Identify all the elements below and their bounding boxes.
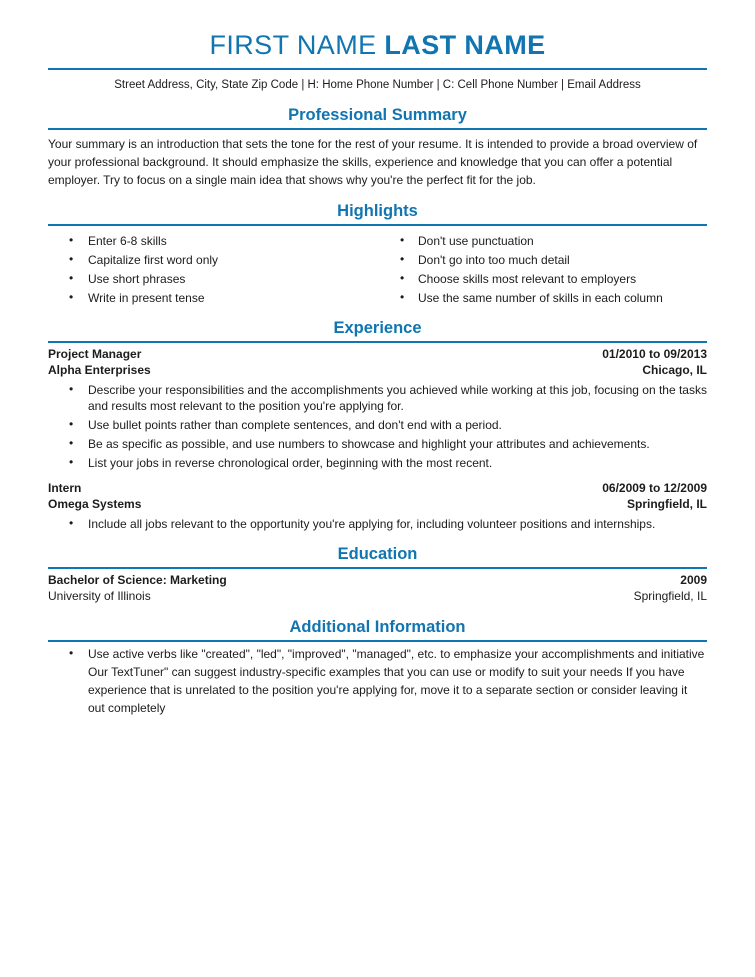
- section-rule: [48, 567, 707, 569]
- job-bullet-list: [48, 516, 707, 532]
- section-rule: [48, 128, 707, 130]
- page-title: [48, 30, 707, 60]
- section-title-additional: Additional Information: [289, 617, 466, 636]
- job-role: Project Manager: [48, 347, 142, 362]
- job-company-row: [48, 497, 707, 513]
- section-title-summary: Professional Summary: [288, 106, 467, 125]
- section-title-experience: Experience: [333, 319, 422, 338]
- section-experience-header: [48, 319, 707, 343]
- contact-line: Street Address, City, State Zip Code | H: Home Phone Number | C: Cell Phone Number | Email Address: [114, 79, 641, 92]
- last-name: LAST NAME: [384, 30, 546, 60]
- highlight-item: • Don't go into too much detail: [400, 252, 707, 268]
- education-degree-row: [48, 573, 707, 589]
- highlights-left-list: [48, 233, 400, 306]
- highlight-item: • Enter 6-8 skills: [48, 233, 400, 249]
- job-company-row: [48, 363, 707, 379]
- education-year: 2009: [680, 573, 707, 588]
- highlight-item: • Write in present tense: [48, 290, 400, 306]
- job-company: Alpha Enterprises: [48, 363, 151, 378]
- job-dates: 01/2010 to 09/2013: [602, 347, 707, 362]
- job-location: Springfield, IL: [627, 497, 707, 512]
- job-role: Intern: [48, 481, 82, 496]
- section-title-education: Education: [337, 545, 418, 564]
- job-bullet: • Include all jobs relevant to the opportunity you're applying for, including volunteer positions and internships.: [48, 516, 707, 532]
- section-summary-header: [48, 106, 707, 130]
- highlight-item: • Choose skills most relevant to employers: [400, 271, 707, 287]
- job-location: Chicago, IL: [642, 363, 707, 378]
- education-entry: [48, 573, 707, 605]
- section-additional-header: [48, 618, 707, 642]
- job-title-row: [48, 481, 707, 497]
- additional-list: [48, 645, 707, 718]
- education-school-row: [48, 589, 707, 605]
- highlight-item: • Don't use punctuation: [400, 233, 707, 249]
- summary-paragraph: Your summary is an introduction that sets the tone for the rest of your resume. It is intended to provide a broad overview of your professional background. It should emphasize the skills, experience and knowledge that you can offer a potential employer. Try to focus on a single main idea that shows why you're the perfect fit for the job.: [48, 137, 698, 188]
- job-bullet: • Describe your responsibilities and the accomplishments you achieved while working at this job, focusing on the tasks and results most relevant to the position you're applying for.: [48, 382, 707, 414]
- first-name: FIRST NAME: [209, 30, 377, 60]
- job-bullet-list: [48, 382, 707, 471]
- highlights-right-column: [400, 230, 707, 306]
- job-company: Omega Systems: [48, 497, 142, 512]
- highlight-item: • Capitalize first word only: [48, 252, 400, 268]
- section-rule: [48, 224, 707, 226]
- header-divider: [48, 68, 707, 70]
- section-rule: [48, 341, 707, 343]
- job-entry: [48, 481, 707, 532]
- job-dates: 06/2009 to 12/2009: [602, 481, 707, 496]
- job-bullet: • Use bullet points rather than complete sentences, and don't end with a period.: [48, 417, 707, 433]
- section-rule: [48, 640, 707, 642]
- section-highlights-header: [48, 202, 707, 226]
- highlight-item: • Use short phrases: [48, 271, 400, 287]
- section-title-highlights: Highlights: [337, 202, 418, 221]
- education-degree: Bachelor of Science: Marketing: [48, 573, 227, 588]
- highlight-item: • Use the same number of skills in each column: [400, 290, 707, 306]
- highlights-columns: [48, 230, 707, 306]
- education-location: Springfield, IL: [633, 588, 707, 603]
- additional-bullet: • Use active verbs like "created", "led", "improved", "managed", etc. to emphasize your accomplishments and initiative Our TextTuner" can suggest industry-specific examples that you can use or modify to suit your needs If you have experience that is unrelated to the position you're applying for, move it to a separate section or consider leaving it out completely: [48, 645, 707, 718]
- job-title-row: [48, 347, 707, 363]
- highlights-left-column: [48, 230, 400, 306]
- job-entry: [48, 347, 707, 471]
- highlights-right-list: [400, 233, 707, 306]
- job-bullet: • List your jobs in reverse chronological order, beginning with the most recent.: [48, 455, 707, 471]
- section-education-header: [48, 545, 707, 569]
- education-school: University of Illinois: [48, 588, 151, 603]
- job-bullet: • Be as specific as possible, and use numbers to showcase and highlight your attributes and achievements.: [48, 436, 707, 452]
